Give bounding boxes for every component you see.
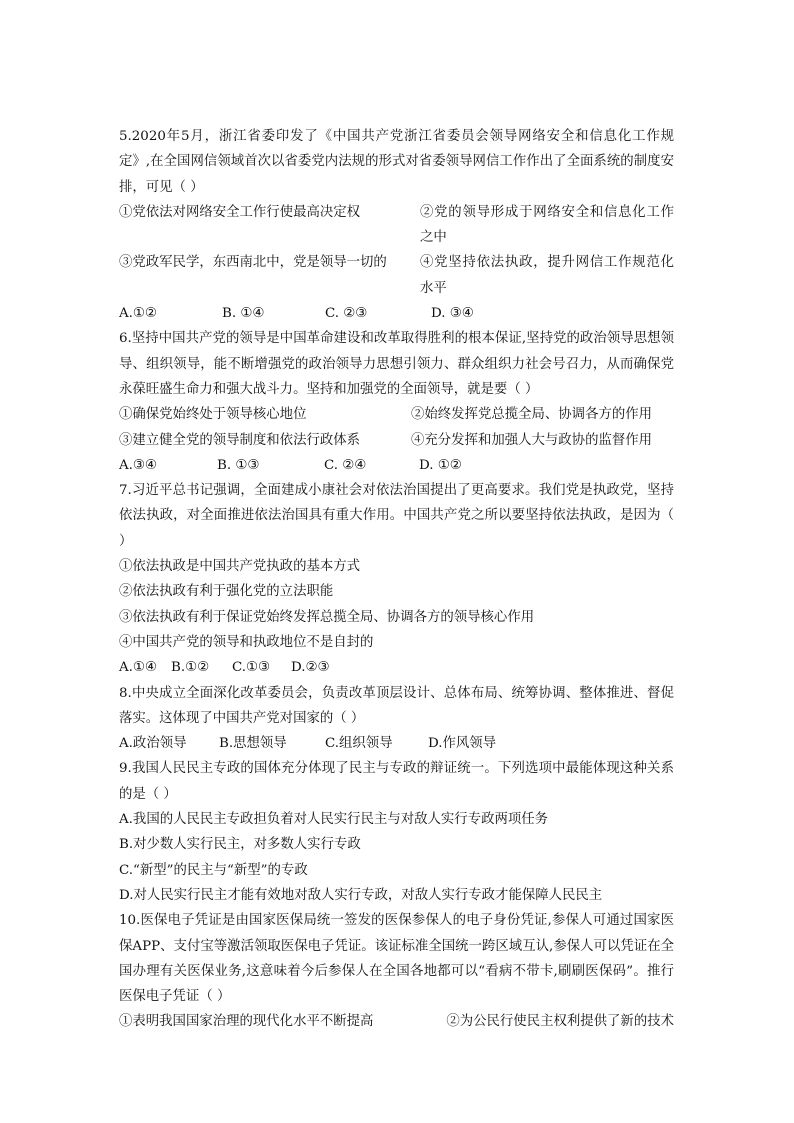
- question-7-option-d[interactable]: D.②③: [291, 660, 330, 676]
- question-10-stem: 10.医保电子凭证是由国家医保局统一签发的医保参保人的电子身份凭证,参保人可通过国家医保APP、支付宝等激活领取医保电子凭证。该证标准全国统一跨区域互认,参保人可以凭证在全国办理有关医保业务,这意味着今后参保人在全国各地都可以“看病不带卡,刷刷医保码”。推行医保电子凭证（ ）: [119, 913, 674, 1005]
- question-6-option-a[interactable]: A.③④: [119, 457, 157, 473]
- question-5-option-d[interactable]: D. ③④: [431, 306, 474, 322]
- question-7-option-b[interactable]: B.①②: [171, 660, 210, 676]
- question-6-option-c[interactable]: C. ②④: [324, 457, 367, 473]
- question-10-statements-row-1: [119, 1009, 674, 1034]
- question-5-option-b[interactable]: B. ①④: [222, 306, 265, 322]
- question-5-option-a[interactable]: A.①②: [119, 306, 157, 322]
- question-8-option-d[interactable]: D.作风领导: [428, 736, 497, 752]
- question-7-statement-4: ④中国共产党的领导和执政地位不是自封的: [119, 634, 374, 650]
- question-5-statement-1: ①党依法对网络安全工作行使最高决定权: [119, 204, 361, 220]
- question-list: [119, 124, 674, 1035]
- question-6-option-b[interactable]: B. ①③: [217, 457, 260, 473]
- question-6-statements-row-2: [119, 428, 674, 453]
- question-6-statement-1: ①确保党始终处于领导核心地位: [119, 407, 307, 423]
- question-8-options: [119, 731, 674, 756]
- question-6-statements-row-1: [119, 402, 674, 427]
- question-8-option-c[interactable]: C.组织领导: [325, 736, 393, 752]
- question-6-stem: 6.坚持中国共产党的领导是中国革命建设和改革取得胜利的根本保证,坚持党的政治领导思想领导、组织领导，能不断增强党的政治领导力思想引领力、群众组织力社会号召力，从而确保党永葆旺盛生命力和强大战斗力。坚持和加强党的全面领导，就是要（ ）: [119, 331, 674, 397]
- question-9-option-a[interactable]: A.我国的人民民主专政担负着对人民实行民主与对敌人实行专政两项任务: [119, 812, 549, 828]
- question-7-option-a[interactable]: A.①④: [119, 660, 157, 676]
- question-7-stem: 7.习近平总书记强调，全面建成小康社会对依法治国提出了更高要求。我们党是执政党，坚持依法执政，对全面推进依法治国具有重大作用。中国共产党之所以要坚持依法执政，是因为（ ）: [119, 483, 674, 549]
- question-6-statement-3: ③建立健全党的领导制度和依法行政体系: [119, 432, 361, 448]
- question-6-option-d[interactable]: D. ①②: [419, 457, 462, 473]
- question-5-option-c[interactable]: C. ②③: [325, 306, 368, 322]
- question-5-stem: 5.2020年5月，浙江省委印发了《中国共产党浙江省委员会领导网络安全和信息化工作规定》,在全国网信领域首次以省委党内法规的形式对省委领导网信工作作出了全面系统的制度安排，可见（ ）: [119, 129, 674, 195]
- question-8-option-a[interactable]: A.政治领导: [119, 736, 187, 752]
- question-8-option-b[interactable]: B.思想领导: [219, 736, 287, 752]
- question-6-options: [119, 453, 674, 478]
- question-9-option-d[interactable]: D.对人民实行民主才能有效地对敌人实行专政，对敌人实行专政才能保障人民民主: [119, 887, 603, 903]
- question-9-option-c[interactable]: C.“新型”的民主与“新型”的专政: [119, 862, 308, 878]
- question-7-options: [119, 655, 674, 680]
- question-7-statement-2: ②依法执政有利于强化党的立法职能: [119, 584, 334, 600]
- question-5-statement-2: ②党的领导形成于网络安全和信息化工作之中: [420, 204, 674, 246]
- question-9-stem: 9.我国人民民主专政的国体充分体现了民主与专政的辩证统一。下列选项中最能体现这种关系的是（ ）: [119, 761, 674, 802]
- question-9-option-b[interactable]: B.对少数人实行民主，对多数人实行专政: [119, 837, 361, 853]
- question-5-statement-3: ③党政军民学，东西南北中，党是领导一切的: [119, 255, 387, 271]
- question-10-statement-1: ①表明我国国家治理的现代化水平不断提高: [119, 1014, 374, 1030]
- question-5-options: [119, 301, 674, 326]
- question-7-statement-1: ①依法执政是中国共产党执政的基本方式: [119, 559, 361, 575]
- question-7-option-c[interactable]: C.①③: [232, 660, 271, 676]
- question-6-statement-4: ④充分发挥和加强人大与政协的监督作用: [411, 432, 653, 448]
- question-5-statement-4: ④党坚持依法执政，提升网信工作规范化水平: [420, 255, 674, 296]
- question-7-statement-3: ③依法执政有利于保证党始终发挥总揽全局、协调各方的领导核心作用: [119, 609, 535, 625]
- question-8-stem: 8.中央成立全面深化改革委员会，负责改革顶层设计、总体布局、统筹协调、整体推进、督促落实。这体现了中国共产党对国家的（ ）: [119, 685, 674, 726]
- question-6-statement-2: ②始终发挥党总揽全局、协调各方的作用: [411, 407, 653, 423]
- question-10-statement-2: ②为公民行使民主权利提供了新的技术: [446, 1014, 674, 1030]
